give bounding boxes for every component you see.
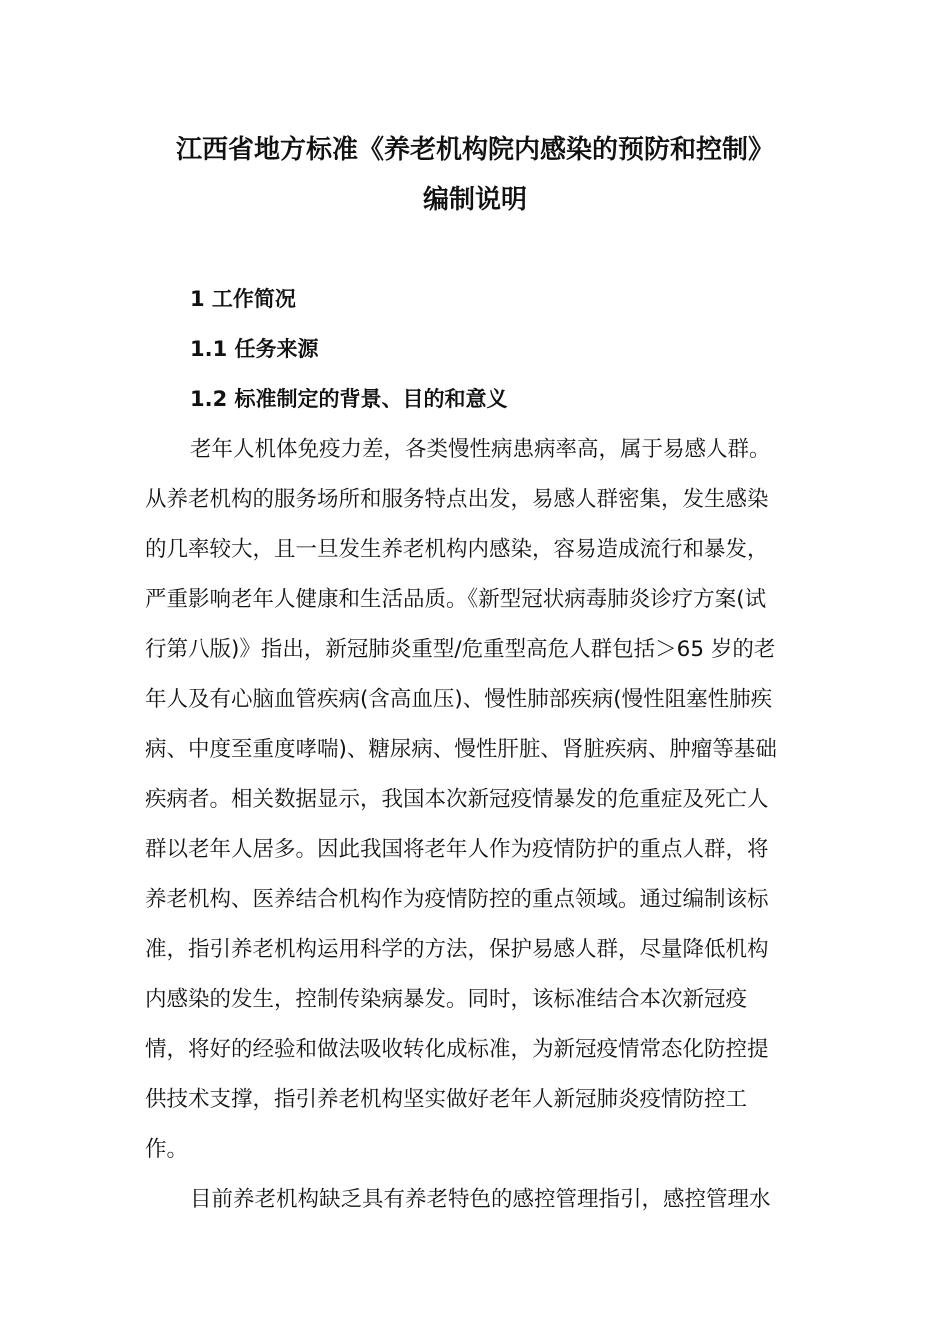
paragraph-line: 老年人机体免疫力差，各类慢性病患病率高，属于易感人群。 xyxy=(190,437,771,462)
paragraph-line: 准，指引养老机构运用科学的方法，保护易感人群，尽量降低机构 xyxy=(145,937,769,962)
paragraph-line: 内感染的发生，控制传染病暴发。同时，该标准结合本次新冠疫 xyxy=(145,987,748,1012)
document-title-line-2: 编制说明 xyxy=(422,185,527,215)
paragraph-line: 疾病者。相关数据显示，我国本次新冠疫情暴发的危重症及死亡人 xyxy=(145,787,769,812)
paragraph-line: 供技术支撑，指引养老机构坚实做好老年人新冠肺炎疫情防控工 xyxy=(145,1087,748,1112)
paragraph-line: 情，将好的经验和做法吸收转化成标准，为新冠疫情常态化防控提 xyxy=(145,1037,769,1062)
paragraph-line: 从养老机构的服务场所和服务特点出发，易感人群密集，发生感染 xyxy=(145,487,769,512)
section-heading-1-1: 1.1 任务来源 xyxy=(190,337,319,361)
paragraph-line: 严重影响老年人健康和生活品质。《新型冠状病毒肺炎诊疗方案(试 xyxy=(145,587,767,612)
paragraph-line: 群以老年人居多。因此我国将老年人作为疫情防护的重点人群，将 xyxy=(145,837,769,862)
paragraph-line: 目前养老机构缺乏具有养老特色的感控管理指引，感控管理水 xyxy=(190,1187,771,1212)
paragraph-line: 养老机构、医养结合机构作为疫情防控的重点领域。通过编制该标 xyxy=(145,887,769,912)
paragraph-line: 的几率较大，且一旦发生养老机构内感染，容易造成流行和暴发， xyxy=(145,537,769,562)
document-title-line-1: 江西省地方标准《养老机构院内感染的预防和控制》 xyxy=(175,135,774,165)
paragraph-line: 行第八版)》指出，新冠肺炎重型/危重型高危人群包括＞65 岁的老 xyxy=(145,637,776,662)
paragraph-line: 年人及有心脑血管疾病(含高血压)、慢性肺部疾病(慢性阻塞性肺疾 xyxy=(145,687,773,712)
section-heading-1: 1 工作简况 xyxy=(190,287,296,311)
section-heading-1-2: 1.2 标准制定的背景、目的和意义 xyxy=(190,387,508,411)
paragraph-line: 病、中度至重度哮喘)、糖尿病、慢性肝脏、肾脏疾病、肿瘤等基础 xyxy=(145,737,777,762)
paragraph-line: 作。 xyxy=(145,1137,189,1162)
